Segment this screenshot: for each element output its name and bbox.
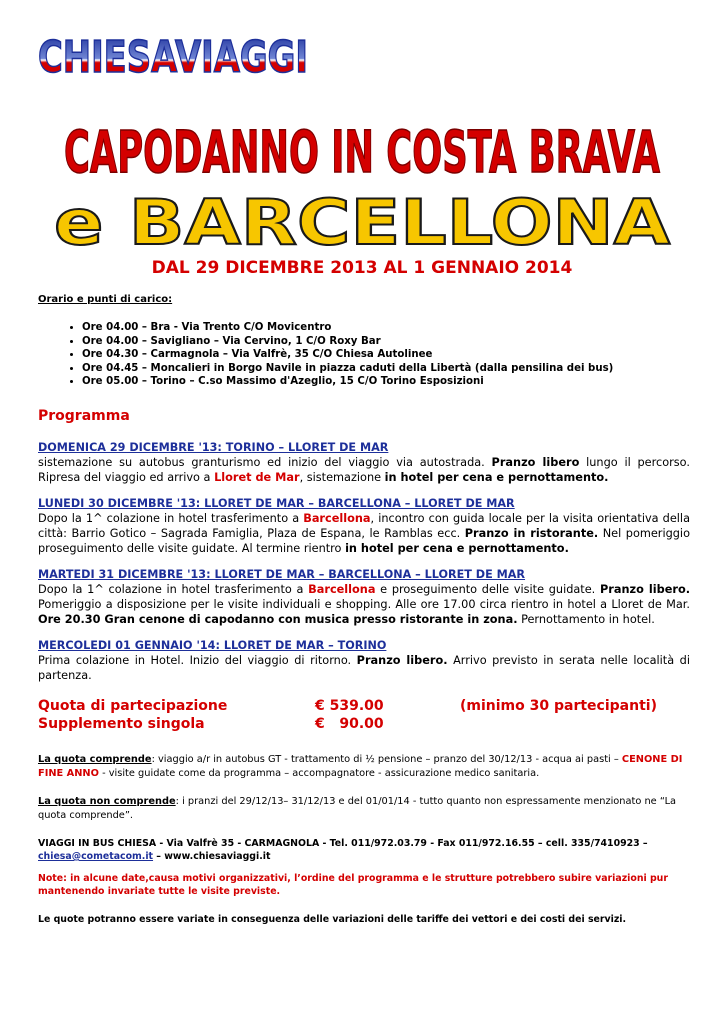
includes-label: La quota comprende (38, 753, 152, 765)
document-body (38, 292, 690, 926)
pickup-item: • Ore 04.00 – Savigliano – Via Cervino, 1 C/O Roxy Bar (82, 335, 690, 349)
day-description: Prima colazione in Hotel. Inizio del viaggio di ritorno. Pranzo libero. Arrivo previsto in serata nelle località di partenza. (38, 653, 690, 682)
day-heading: LUNEDI 30 DICEMBRE '13: LLORET DE MAR – BARCELLONA – LLORET DE MAR (38, 496, 515, 510)
pickup-item: • Ore 04.30 – Carmagnola – Via Valfrè, 35 C/O Chiesa Autolinee (82, 348, 690, 362)
price-note: (minimo 30 partecipanti) (460, 697, 657, 714)
title-capodanno (0, 112, 724, 186)
email-link[interactable]: chiesa@cometacom.it (38, 851, 154, 862)
day-heading: DOMENICA 29 DICEMBRE '13: TORINO – LLORET DE MAR (38, 440, 389, 454)
title-line2: e BARCELLONA (54, 186, 671, 259)
cenone-highlight: CENONE DI FINE ANNO (38, 753, 683, 779)
chiesaviaggi-logo (36, 30, 312, 84)
price-label: Supplemento singola (38, 715, 205, 732)
pickup-item: • Ore 05.00 – Torino – C.so Massimo d'Azeglio, 15 C/O Torino Esposizioni (82, 375, 690, 389)
logo-graphic (36, 30, 312, 83)
day-description: Dopo la 1^ colazione in hotel trasferimento a Barcellona e proseguimento delle visite guidate. Pranzo libero. Pomeriggio a disposizione per le visite individuali e shopping. Alle ore 17.00 circa rientro in hotel a Lloret de Mar. Ore 20.30 Gran cenone di capodanno con musica presso ristorante in zona. Pernottamento in hotel. (38, 582, 690, 626)
contact-block (38, 837, 690, 864)
website-text: – www.chiesaviaggi.it (153, 851, 271, 862)
contact-line: VIAGGI IN BUS CHIESA - Via Valfrè 35 - CARMAGNOLA - Tel. 011/972.03.79 - Fax 011/972.16.55 – cell. 335/7410923 – (38, 837, 648, 849)
price-row-supplemento (38, 715, 690, 733)
day-heading: MARTEDI 31 DICEMBRE '13: LLORET DE MAR – BARCELLONA – LLORET DE MAR (38, 567, 526, 581)
excludes-text: La quota non comprende: i pranzi del 29/12/13– 31/12/13 e del 01/01/14 - tutto quanto non espressamente menzionato ne “La quota comprende”. (38, 795, 677, 821)
pickup-item: • Ore 04.45 – Moncalieri in Borgo Navile in piazza caduti della Libertà (dalla pensilina dei bus) (82, 362, 690, 376)
note-text: Note: in alcune date,causa motivi organizzativi, l’ordine del programma e le strutture potrebbero subire variazioni pur mantenendo invariate tutte le visite previste. (38, 872, 668, 897)
pickup-list (38, 321, 690, 389)
programma-heading: Programma (38, 407, 130, 424)
day-heading: MERCOLEDI 01 GENNAIO '14: LLORET DE MAR – TORINO (38, 638, 387, 652)
pickup-item: • Ore 04.00 – Bra - Via Trento C/O Movicentro (82, 321, 690, 335)
title-line1: CAPODANNO IN COSTA BRAVA (64, 118, 661, 186)
price-value: € 90.00 (315, 715, 384, 732)
day-description: Dopo la 1^ colazione in hotel trasferimento a Barcellona, incontro con guida locale per la visita orientativa della città: Barrio Gotico – Sagrada Famiglia, Plaza de Espana, le Ramblas ecc. Pranzo in ristorante. Nel pomeriggio proseguimento delle visite guidate. Al termine rientro in hotel per cena e pernottamento. (38, 511, 690, 555)
excludes-label: La quota non comprende (38, 795, 176, 807)
includes-text: La quota comprende: viaggio a/r in autobus GT - trattamento di ½ pensione – pranzo del 30/12/13 - acqua ai pasti – CENONE DI FINE ANNO - visite guidate come da programma – accompagnatore - assicurazione medico sanitaria. (38, 753, 683, 779)
date-range: DAL 29 DICEMBRE 2013 AL 1 GENNAIO 2014 (151, 258, 573, 278)
day-description: sistemazione su autobus granturismo ed inizio del viaggio via autostrada. Pranzo libero lungo il percorso. Ripresa del viaggio ed arrivo a Lloret de Mar, sistemazione in hotel per cena e pernottamento. (38, 455, 690, 484)
title-barcellona (0, 186, 724, 260)
price-row-quota (38, 697, 690, 715)
price-value: € 539.00 (315, 697, 384, 714)
price-label: Quota di partecipazione (38, 697, 228, 714)
disclaimer-text: Le quote potranno essere variate in conseguenza delle variazioni delle tariffe dei vettori e dei costi dei servizi. (38, 913, 627, 925)
logo-text: CHIESAVIAGGI (38, 32, 308, 83)
pickup-label: Orario e punti di carico: (38, 294, 173, 305)
